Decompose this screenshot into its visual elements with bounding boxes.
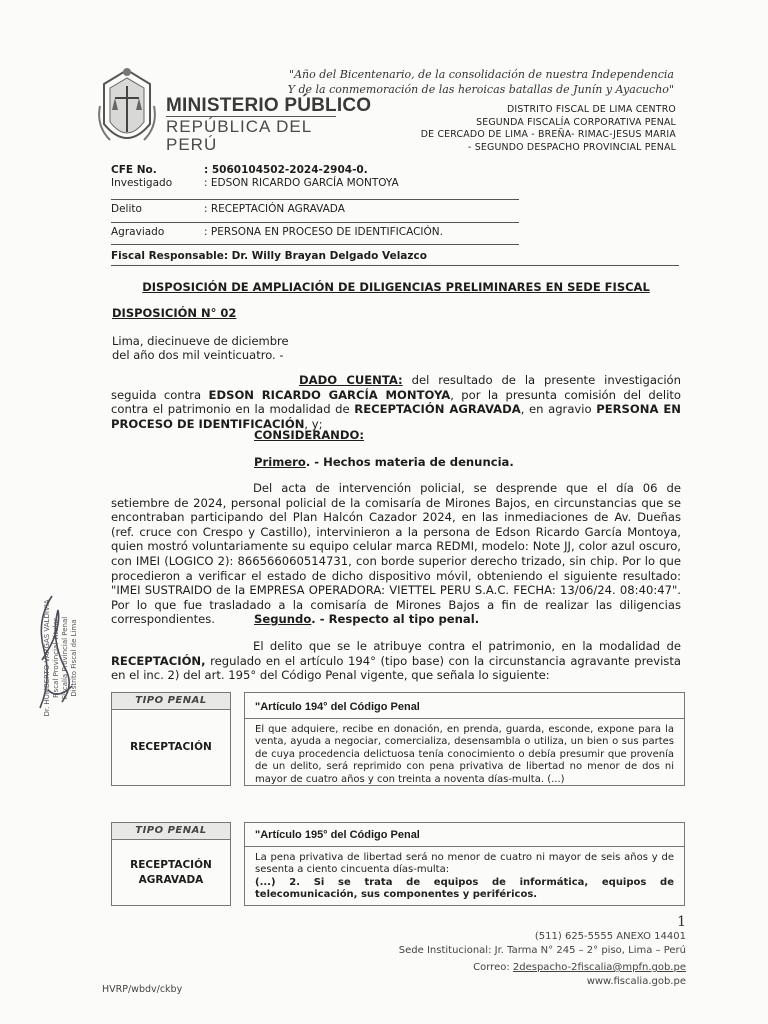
table-head-tipo-penal: TIPO PENAL (111, 822, 231, 840)
disposicion-number: DISPOSICIÓN N° 02 (112, 306, 237, 320)
investigado-value: : EDSON RICARDO GARCÍA MONTOYA (204, 177, 399, 189)
table-articulo-194 (111, 692, 685, 786)
primero-label: Primero (254, 455, 306, 469)
dado-cuenta-text: del resultado de la presente investigación seguida contra (111, 373, 681, 402)
cfe-value: : 5060104502-2024-2904-0. (204, 164, 368, 176)
segundo-text: El delito que se le atribuye contra el patrimonio, en la modalidad de (253, 639, 681, 653)
delito-label: Delito (111, 203, 142, 215)
cfe-label: CFE No. (111, 164, 157, 176)
district-line: - SEGUNDO DESPACHO PROVINCIAL PENAL (467, 141, 676, 153)
table-article-cell (244, 822, 685, 906)
article-title: "Artículo 195° del Código Penal (255, 829, 420, 841)
victim-name: PERSONA EN PROCESO DE IDENTIFICACIÓN (111, 402, 682, 431)
table-cell-receptacion: RECEPTACIÓN (111, 709, 231, 786)
district-line: SEGUNDA FISCALÍA CORPORATIVA PENAL (476, 116, 676, 128)
divider (111, 265, 679, 266)
segundo-text: regulado en el artículo 194° (tipo base) con la circunstancia agravante prevista en el inc. 2) del art. 195° del Código Penal vigente, que señala lo siguiente: (111, 653, 681, 683)
divider (245, 718, 684, 719)
article-title: "Artículo 194° del Código Penal (255, 701, 420, 713)
primero-paragraph (111, 481, 681, 627)
agraviado-value: : PERSONA EN PROCESO DE IDENTIFICACIÓN. (204, 226, 443, 238)
dado-cuenta-text: , por la presunta comisión del delito contra el patrimonio en la modalidad de (111, 387, 681, 417)
agraviado-row (111, 226, 521, 240)
document-title: DISPOSICIÓN DE AMPLIACIÓN DE DILIGENCIAS PRELIMINARES EN SEDE FISCAL (142, 280, 650, 294)
table-cell-receptacion-agravada (111, 839, 231, 906)
divider (111, 222, 519, 223)
primero-title: . - Hechos materia de denuncia. (305, 455, 514, 469)
article-text-bold: (...) 2. Si se trata de equipos de informática, equipos de telecomunicación, sus componentes y periféricos. (255, 876, 674, 901)
cell-line: AGRAVADA (138, 873, 204, 886)
considerando-heading: CONSIDERANDO: (254, 428, 364, 442)
case-id-block (111, 164, 521, 194)
stamp-text (43, 583, 79, 733)
divider (111, 244, 519, 245)
delito-row (111, 203, 521, 217)
motto-line-1: "Año del Bicentenario, de la consolidación de nuestra Independencia (289, 68, 674, 81)
stamp-line: Distrito Fiscal de Lima (70, 619, 78, 697)
place-date-line: del año dos mil veinticuatro. - (112, 348, 284, 362)
table-head-tipo-penal: TIPO PENAL (111, 692, 231, 710)
document-reference: HVRP/wbdv/ckby (102, 984, 183, 995)
website-link[interactable]: www.fiscalia.gob.pe (586, 976, 686, 987)
stamp-line: Fiscal Provincial Titular (52, 618, 60, 698)
article-text: La pena privativa de libertad será no menor de cuatro ni mayor de seis años y de sesenta a ciento cincuenta días-multa: (255, 852, 674, 876)
table-article-cell (244, 692, 685, 786)
delito-value: : RECEPTACIÓN AGRAVADA (204, 203, 345, 215)
dado-cuenta-paragraph (111, 373, 681, 431)
email-link[interactable]: 2despacho-2fiscalia@mpfn.gob.pe (512, 962, 686, 973)
email-label: Correo: (473, 962, 513, 973)
cell-line: RECEPTACIÓN (130, 858, 212, 871)
ministry-subtitle: REPÚBLICA DEL PERÚ (166, 116, 336, 154)
accused-name: EDSON RICARDO GARCÍA MONTOYA (208, 387, 451, 402)
agraviado-label: Agraviado (111, 226, 165, 238)
table-articulo-195 (111, 822, 685, 906)
page-number: 1 (677, 914, 686, 930)
investigado-label: Investigado (111, 177, 173, 189)
dado-cuenta-text: , en agravio (520, 402, 597, 417)
segundo-title: . - Respecto al tipo penal. (311, 612, 480, 626)
segundo-heading (254, 612, 479, 626)
motto-line-2: Y de la conmemoración de las heroicas batallas de Junín y Ayacucho" (287, 83, 674, 96)
primero-text: Del acta de intervención policial, se desprende que el día 06 de setiembre de 2024, personal policial de la comisaría de Mirones Bajos, en circunstancias que se encontraban participando del Plan Halcón Cazador 2024, en las inmediaciones de Av. Dueñas (ref. cruce con Crespo y Castillo), intervinieron a la persona de Edson Ricardo García Montoya, quien mostró voluntariamente su equipo celular marca REDMI, modelo: Note JJ, color azul oscuro, con IMEI (LOGICO 2): 866566060514731, con borde superior derecho trizado, sin chip. Por lo que procedieron a verificar el estado de dicho dispositivo móvil, obteniendo el siguiente resultado: "IMEI SUSTRAIDO de la EMPRESA OPERADORA: VIETTEL PERU S.A.C. FECHA: 13/06/24. 08:40:47". Por lo que fue trasladado a la comisaría de Mirones Bajos a fin de realizar las diligencias correspondientes. (111, 481, 681, 627)
fiscal-responsable: Fiscal Responsable: Dr. Willy Brayan Delgado Velazco (111, 250, 427, 262)
divider (245, 846, 684, 847)
ministry-name (166, 96, 371, 154)
footer-phone: (511) 625-5555 ANEXO 14401 (534, 931, 686, 942)
article-text: El que adquiere, recibe en donación, en prenda, guarda, esconde, expone para la venta, ayuda a negociar, comercializa, desensambla o utiliza, un bien o sus partes de cuya procedencia delictuosa tenía conocimiento o debía presumir que provenía de un delito, será reprimido con pena privativa de libertad no menor de dos ni mayor de cuatro años y con treinta a noventa días-multa. (...) (255, 724, 674, 785)
divider (111, 199, 519, 200)
district-line: DISTRITO FISCAL DE LIMA CENTRO (507, 104, 676, 115)
stamp-line: Dr. HUMBERTO VARGAS VALDIVIA (43, 599, 51, 717)
segundo-label: Segundo (254, 612, 312, 626)
dado-cuenta-label: DADO CUENTA: (299, 373, 403, 387)
segundo-crime: RECEPTACIÓN, (111, 653, 206, 668)
signature-stamp (22, 590, 102, 720)
ministry-title: MINISTERIO PÚBLICO (166, 95, 372, 116)
place-date-line: Lima, diecinueve de diciembre (112, 334, 289, 348)
district-line: DE CERCADO DE LIMA - BREÑA- RIMAC-JESUS MARIA (420, 129, 676, 140)
year-motto (288, 67, 674, 97)
footer-address: Sede Institucional: Jr. Tarma N° 245 – 2° piso, Lima – Perú (398, 945, 686, 956)
fiscal-district (421, 104, 676, 154)
footer-email-line (399, 961, 686, 975)
stamp-line: Fiscalía Provincial Penal (61, 616, 69, 700)
ministerio-publico-seal (96, 66, 158, 156)
primero-heading (254, 455, 514, 469)
footer-contact (399, 930, 686, 989)
dado-cuenta-text: , y; (304, 416, 323, 431)
place-date (112, 334, 289, 362)
segundo-paragraph (111, 639, 681, 683)
crime-name: RECEPTACIÓN AGRAVADA (354, 402, 521, 417)
